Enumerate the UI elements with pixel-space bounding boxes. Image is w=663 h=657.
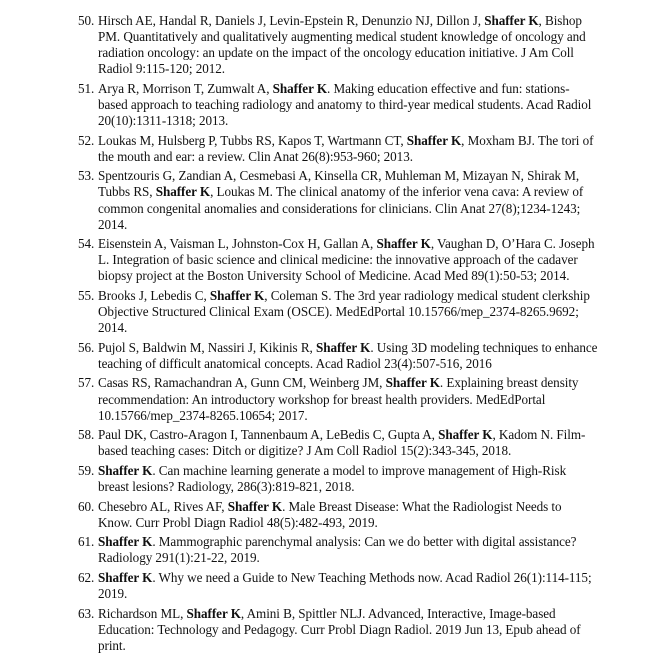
reference-text [98,133,598,165]
citation-text: Hirsch AE, Handal R, Daniels J, Levin-Epstein R, Denunzio NJ, Dillon J, [98,13,485,28]
citation-text: , Vaughan D, O’Hara C. Joseph L. Integration of basic science and clinical medicine: the innovative approach of the cadaver biopsy project at the Boston University School of Medicine. Acad Med 89(1):50-53; 2014. [98,236,595,284]
reference-number: 58. [78,427,95,443]
reference-entry [78,570,598,602]
reference-text [98,81,598,129]
reference-entry [78,81,598,129]
highlighted-author-name: Shaffer K [186,605,241,621]
highlighted-author-name: Shaffer K [272,80,328,96]
citation-text: Arya R, Morrison T, Zumwalt A, [98,80,273,96]
reference-number: 60. [78,498,95,514]
highlighted-author-name: Shaffer K [98,462,153,478]
reference-entry [78,288,598,336]
reference-number: 54. [78,236,95,252]
highlighted-author-name: Shaffer K [406,132,462,148]
reference-list [78,13,598,657]
citation-text: . Male Breast Disease: What the Radiologist Needs to Know. Curr Probl Diagn Radiol 48(5):482-493, 2019. [98,498,562,530]
citation-text: , Amini B, Spittler NLJ. Advanced, Interactive, Image-based Education: Technology and Pedagogy. Curr Probl Diagn Radiol. 2019 Jun 13, Epub ahead of print. [98,605,581,653]
citation-text: . Can machine learning generate a model to improve management of High-Risk breast lesions? Radiology, 286(3):819-821, 2018. [98,462,567,495]
citation-text: Richardson ML, [98,605,187,621]
reference-number: 63. [78,605,95,621]
citation-text: Eisenstein A, Vaisman L, Johnston-Cox H, Gallan A, [98,236,377,252]
reference-entry [78,133,598,165]
citation-text: Chesebro AL, Rives AF, [98,498,228,514]
reference-entry [78,463,598,495]
highlighted-author-name: Shaffer K [227,498,283,514]
highlighted-author-name: Shaffer K [315,339,371,355]
citation-text: Loukas M, Hulsberg P, Tubbs RS, Kapos T, Wartmann CT, [98,132,407,148]
reference-number: 61. [78,534,95,550]
reference-text [98,463,598,495]
citation-text: . Explaining breast density recommendation: An introductory workshop for breast health providers. MedEdPortal 10.15766/mep_2374-8265.10654; 2017. [98,375,579,423]
reference-entry [78,499,598,531]
reference-text [98,606,598,654]
reference-number: 53. [78,168,95,184]
citation-text: , Coleman S. The 3rd year radiology medical student clerkship Objective Structured Clinical Exam (OSCE). MedEdPortal 10.15766/mep_2374-8265.9692; 2014. [98,288,590,336]
reference-entry [78,534,598,566]
reference-number: 51. [78,80,95,96]
highlighted-author-name: Shaffer K [376,236,431,252]
citation-text: . Using 3D modeling techniques to enhance teaching of difficult anatomical concepts. Acad Radiol 23(4):507-516, 2016 [98,339,598,371]
citation-text: Brooks J, Lebedis C, [98,288,210,303]
reference-entry [78,375,598,423]
highlighted-author-name: Shaffer K [98,534,153,550]
reference-text [98,288,598,336]
reference-number: 52. [78,132,95,148]
highlighted-author-name: Shaffer K [385,375,440,391]
reference-entry [78,13,598,77]
citation-text: , Loukas M. The clinical anatomy of the inferior vena cava: A review of common congenital anomalies and considerations for clinicians. Clin Anat 27(8);1234-1243; 2014. [98,184,584,232]
reference-entry [78,236,598,284]
reference-entry [78,168,598,232]
citation-text: . Making education effective and fun: stations-based approach to teaching radiology and anatomy to third-year medical students. Acad Radiol 20(10):1311-1318; 2013. [98,80,592,129]
citation-text: , Bishop PM. Quantitatively and qualitatively augmenting medical student knowledge of oncology and radiation oncology: an update on the impact of the oncology education initiative. J Am Coll Radiol 9:115-120; 2012. [98,13,586,77]
citation-text: Paul DK, Castro-Aragon I, Tannenbaum A, LeBedis C, Gupta A, [98,427,439,443]
reference-number: 55. [78,288,95,303]
reference-number: 62. [78,570,95,585]
citation-text: Pujol S, Baldwin M, Nassiri J, Kikinis R, [98,339,316,355]
reference-text [98,534,598,566]
reference-text [98,236,598,284]
reference-text [98,499,598,531]
citation-text: Spentzouris G, Zandian A, Cesmebasi A, Kinsella CR, Muhleman M, Mizayan N, Shirak M, Tubbs RS, [98,168,580,200]
reference-text [98,13,598,77]
citation-text: Casas RS, Ramachandran A, Gunn CM, Weinberg JM, [98,375,386,391]
reference-entry [78,427,598,459]
highlighted-author-name: Shaffer K [438,427,493,443]
reference-number: 56. [78,339,95,355]
reference-entry [78,340,598,372]
highlighted-author-name: Shaffer K [98,570,153,585]
citation-text: , Kadom N. Film-based teaching cases: Ditch or digitize? J Am Coll Radiol 15(2):343-345, 2018. [98,427,586,459]
reference-number: 50. [78,13,95,28]
reference-number: 57. [78,375,95,391]
reference-number: 59. [78,462,95,478]
highlighted-author-name: Shaffer K [209,288,265,303]
highlighted-author-name: Shaffer K [155,184,211,200]
reference-text [98,570,598,602]
reference-text [98,427,598,459]
reference-text [98,340,598,372]
reference-text [98,375,598,423]
highlighted-author-name: Shaffer K [484,13,539,28]
citation-text: . Mammographic parenchymal analysis: Can we do better with digital assistance? Radiology 291(1):21-22, 2019. [98,534,577,566]
citation-text: , Moxham BJ. The tori of the mouth and ear: a review. Clin Anat 26(8):953-960; 2013. [98,132,594,164]
reference-entry [78,606,598,654]
citation-text: . Why we need a Guide to New Teaching Methods now. Acad Radiol 26(1):114-115; 2019. [98,570,592,602]
reference-text [98,168,598,232]
